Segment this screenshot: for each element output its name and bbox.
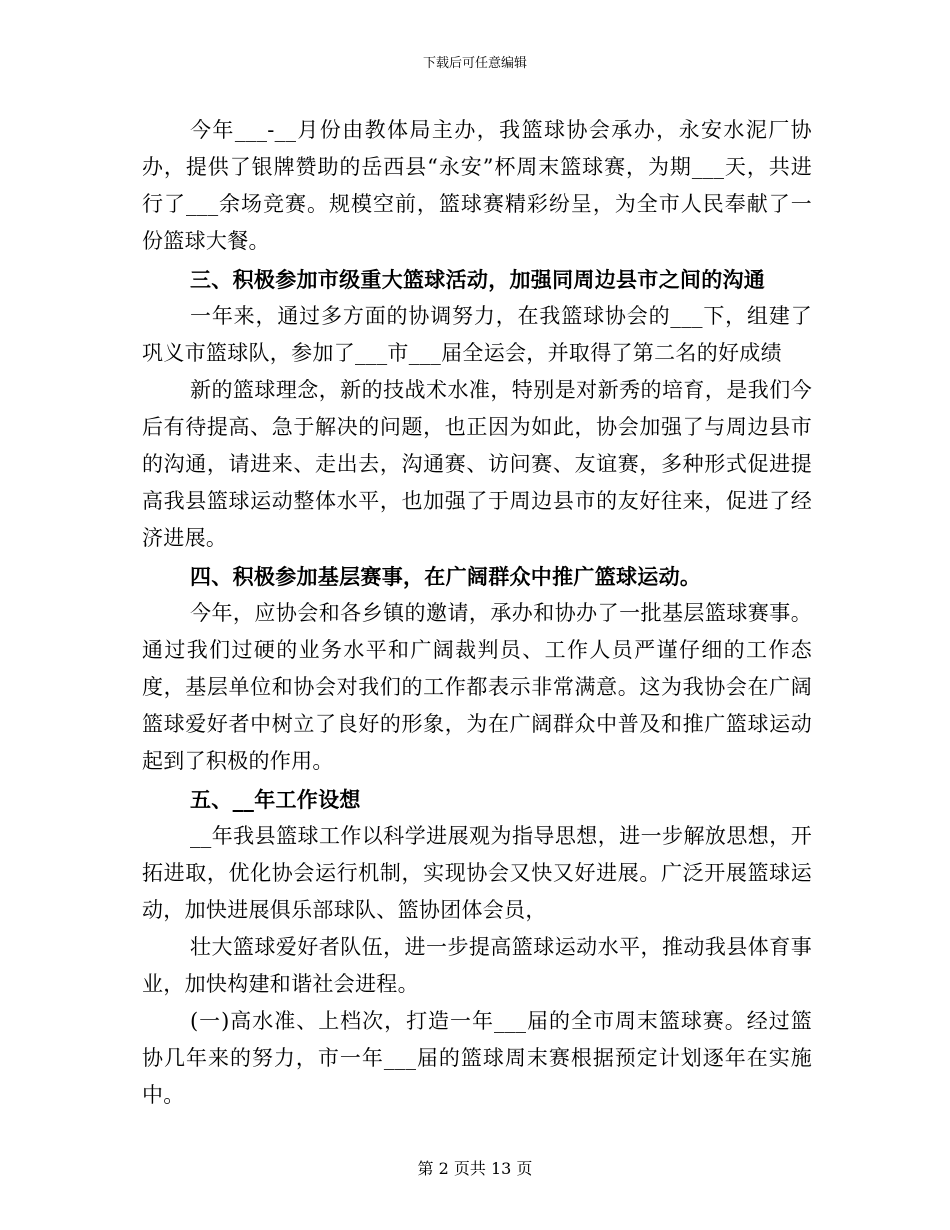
paragraph-tournament-summary: 今年___-__月份由教体局主办，我篮球协会承办，永安水泥厂协办，提供了银牌赞助的岳西县“永安”杯周末篮球赛，为期___天，共进行了___余场竞赛。规模空前，篮球赛精彩纷呈，为全市人民奉献了一份篮球大餐。 xyxy=(142,118,812,253)
paragraph-grassroots: 今年，应协会和各乡镇的邀请，承办和协办了一批基层篮球赛事。通过我们过硬的业务水平和广阔裁判员、工作人员严谨仔细的工作态度，基层单位和协会对我们的工作都表示非常满意。这为我协会在广阔篮球爱好者中树立了良好的形象，为在广阔群众中普及和推广篮球运动起到了积极的作用。 xyxy=(142,601,812,773)
page-header: 下载后可任意编辑 xyxy=(422,56,527,71)
section-heading-3: 三、积极参加市级重大篮球活动，加强同周边县市之间的沟通 xyxy=(190,267,766,292)
paragraph-city-team: 一年来，通过多方面的协调努力，在我篮球协会的___下，组建了巩义市篮球队，参加了___市___届全运会，并取得了第二名的好成绩 xyxy=(142,304,812,365)
paragraph-expand-team: 壮大篮球爱好者队伍，进一步提高篮球运动水平，推动我县体育事业，加快构建和谐社会进程。 xyxy=(142,935,812,996)
paragraph-weekend-tournament: (一)高水准、上档次，打造一年___届的全市周末篮球赛。经过篮协几年来的努力，市一年___届的篮球周末赛根据预定计划逐年在实施中。 xyxy=(142,1009,812,1107)
document-body xyxy=(142,112,812,1114)
paragraph-communication: 新的篮球理念，新的技战术水准，特别是对新秀的培育，是我们今后有待提高、急于解决的问题，也正因为如此，协会加强了与周边县市的沟通，请进来、走出去，沟通赛、访问赛、友谊赛，多种形式促进提高我县篮球运动整体水平，也加强了于周边县市的友好往来，促进了经济进展。 xyxy=(142,378,812,550)
page-footer: 第 2 页共 13 页 xyxy=(417,1159,533,1178)
section-heading-5: 五、__年工作设想 xyxy=(190,787,361,812)
paragraph-work-plan: __年我县篮球工作以科学进展观为指导思想，进一步解放思想，开拓进取，优化协会运行机制，实现协会又快又好进展。广泛开展篮球运动，加快进展俱乐部球队、篮协团体会员， xyxy=(142,824,812,922)
section-heading-4: 四、积极参加基层赛事，在广阔群众中推广篮球运动。 xyxy=(190,564,702,589)
